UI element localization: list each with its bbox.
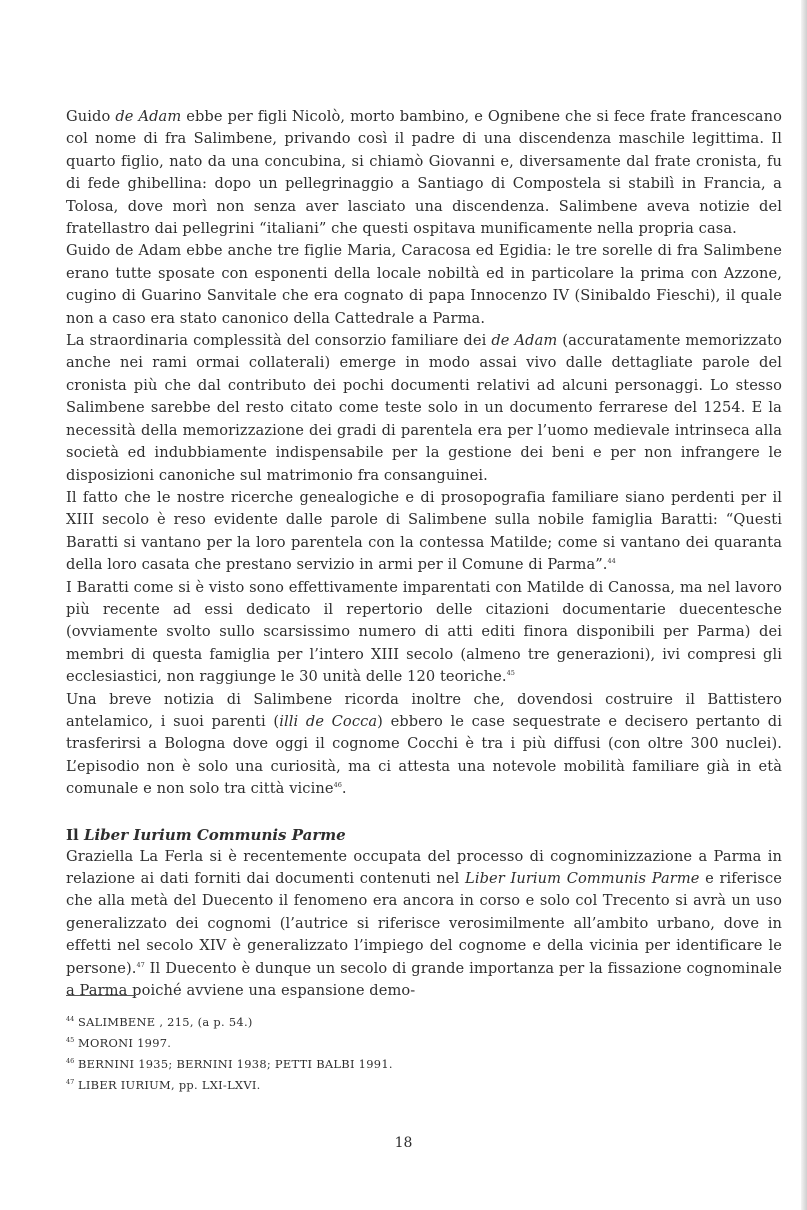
paragraph — [66, 577, 782, 689]
text-run: Il Duecento è dunque un secolo di grande importanza per la fissazione cognominale a Parma poiché avviene una espansione demo- — [66, 959, 782, 1000]
page-edge-shadow — [801, 0, 807, 1210]
text-run: Graziella La Ferla si è recentemente occupata del processo di cognominizzazione a Parma in relazione ai dati forniti dai documenti contenuti nel — [66, 847, 782, 887]
text-run: . — [341, 780, 347, 798]
text-run: Una breve notizia di Salimbene ricorda inoltre che, dovendosi costruire il Battistero antelamico, i suoi parenti ( — [66, 690, 782, 730]
footnote-reference: 46 — [333, 781, 342, 790]
paragraph — [66, 689, 782, 801]
text-run: Il fatto che le nostre ricerche genealogiche e di prosopografia familiare siano perdenti per il XIII secolo è reso evidente dalle parole di Salimbene sulla nobile famiglia Baratti: “Questi Baratti si vantano per la loro parentela con la contessa Matilde; come si vantano dei quaranta della loro casata che prestano servizio in armi per il Comune di Parma”. — [66, 488, 782, 574]
text-run: ebbe per figli Nicolò, morto bambino, e Ognibene che si fece frate francescano col nome di fra Salimbene, privando così il padre di una discendenza maschile legittima. Il quarto figlio, nato da una concubina, si chiamò Giovanni e, diversamente dal frate cronista, fu di fede ghibellina: dopo un pellegrinaggio a Santiago di Compostela si stabilì in Francia, a Tolosa, dove morì non senza aver lasciato una discendenza. Salimbene aveva notizie del fratellastro dai pellegrini “italiani” che questi ospitava munificamente nella propria casa. — [66, 108, 782, 238]
text-run: La straordinaria complessità del consorzio familiare dei — [66, 332, 492, 350]
paragraph — [66, 487, 782, 577]
footnotes — [66, 1012, 626, 1096]
paragraph — [66, 330, 782, 487]
italic-text: de Adam — [115, 108, 182, 125]
section-heading-title: Liber Iurium Communis Parme — [83, 825, 346, 844]
italic-text: illi de Cocca — [279, 712, 378, 730]
text-run: Guido — [66, 108, 116, 125]
footnote-text: LIBER IURIUM, pp. LXI-LXVI. — [78, 1078, 261, 1092]
footnote-reference: 47 — [136, 960, 145, 969]
footnote: 44 SALIMBENE , 215, (a p. 54.) — [66, 1015, 253, 1029]
text-run: Guido de Adam ebbe anche tre figlie Maria, Caracosa ed Egidia: le tre sorelle di fra Salimbene erano tutte sposate con esponenti della locale nobiltà ed in particolare la prima con Azzone, cugino di Guarino Sanvitale che era cognato di papa Innocenzo IV (Sinibaldo Fieschi), il quale non a caso era stato canonico della Cattedrale a Parma. — [66, 242, 782, 327]
page-body — [66, 106, 782, 1002]
footnote-text: BERNINI 1935; BERNINI 1938; PETTI BALBI 1991. — [78, 1057, 393, 1071]
paragraph — [66, 846, 782, 1003]
page-number: 18 — [394, 1135, 413, 1151]
text-run: I Baratti come si è visto sono effettivamente imparentati con Matilde di Canossa, ma nel lavoro più recente ad essi dedicato il repertorio delle citazioni documentarie duecentesche (ovviamente svolto sullo scarsissimo numero di atti editi finora disponibili per Parma) dei membri di questa famiglia per l’intero XIII secolo (almeno tre generazioni), ivi compresi gli ecclesiastici, non raggiunge le 30 unità delle 120 teoriche. — [66, 578, 782, 686]
footnote-reference: 45 — [506, 669, 515, 678]
text-run: ) ebbero le case sequestrate e decisero pertanto di trasferirsi a Bologna dove oggi il cognome Cocchi è tra i più diffusi (con oltre 300 nuclei). L’episodio non è solo una curiosità, ma ci attesta una notevole mobilità familiare già in età comunale e non solo tra città vicine — [66, 712, 783, 798]
paragraph — [66, 240, 782, 330]
text-run: e riferisce che alla metà del Duecento il fenomeno era ancora in corso e solo col Trecento si avrà un uso generalizzato dei cognomi (l’autrice si riferisce verosimilmente all’ambito urbano, dove in effetti nel secolo XIV è generalizzato l’impiego del cognome e della vicinia per identificare le persone). — [66, 870, 782, 977]
text-run: (accuratamente memorizzato anche nei rami ormai collaterali) emerge in modo assai vivo dalle dettagliate parole del cronista più che dal contributo dei pochi documenti relativi ad alcuni personaggi. Lo stesso Salimbene sarebbe del resto citato come teste solo in un documento ferrarese del 1254. E la necessità della memorizzazione dei gradi di parentela era per l’uomo medievale intrinseca alla società ed indubbiamente indispensabile per la gestione dei beni e per non infrangere le disposizioni canoniche sul matrimonio fra consanguinei. — [66, 332, 782, 484]
paragraph — [66, 106, 782, 240]
footnote-text: MORONI 1997. — [78, 1036, 172, 1050]
footnote: 47 LIBER IURIUM, pp. LXI-LXVI. — [66, 1078, 261, 1092]
italic-text: de Adam — [491, 332, 558, 350]
footnote: 45 MORONI 1997. — [66, 1036, 172, 1050]
footnote-reference: 44 — [607, 557, 616, 566]
footnote-divider — [66, 995, 136, 996]
section-heading — [66, 824, 782, 846]
footnote: 46 BERNINI 1935; BERNINI 1938; PETTI BALBI 1991. — [66, 1057, 393, 1071]
section-heading-prefix: Il — [66, 825, 84, 844]
italic-text: Liber Iurium Communis Parme — [465, 870, 700, 887]
footnote-text: SALIMBENE , 215, (a p. 54.) — [78, 1015, 253, 1029]
